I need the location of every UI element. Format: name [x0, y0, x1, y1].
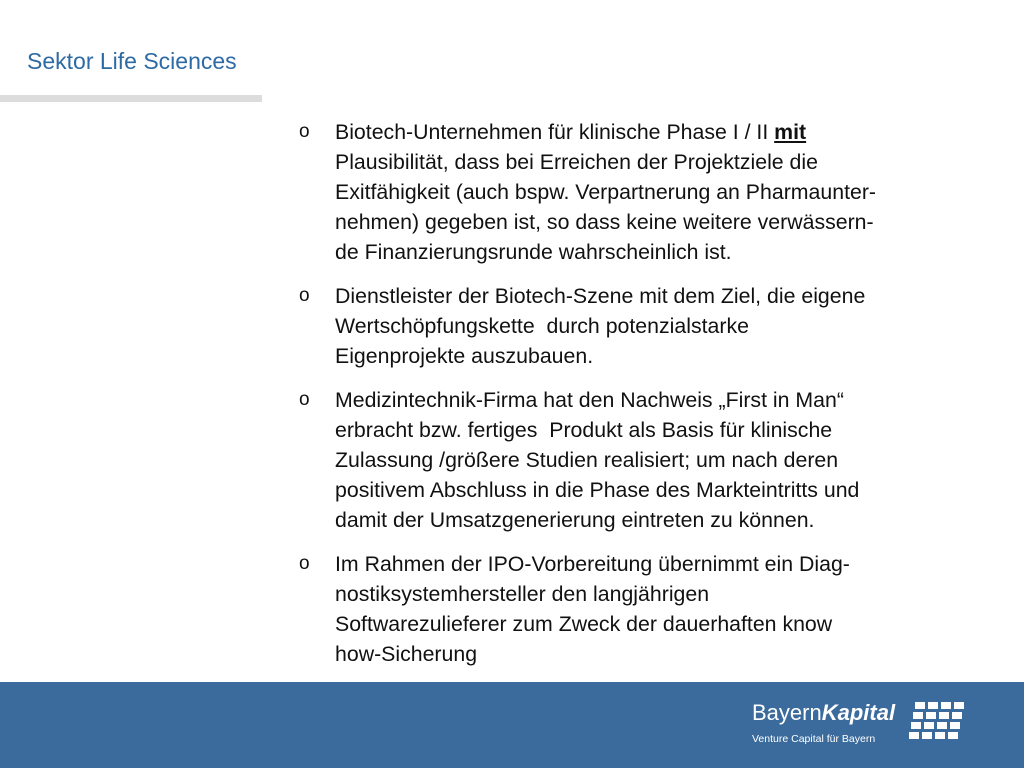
bullet-line-text: Biotech-Unternehmen für klinische Phase I / II — [335, 120, 775, 144]
bullet-line: Wertschöpfungskette durch potenzialstarke — [335, 314, 749, 338]
bullet-marker-icon: o — [299, 389, 310, 410]
bullet-line: nostiksystemhersteller den langjährigen — [335, 582, 710, 606]
bullet-line: Softwarezulieferer zum Zweck der dauerhaften know — [335, 612, 833, 636]
bullet-line: Medizintechnik-Firma hat den Nachweis „First in Man“ — [335, 388, 844, 412]
bullet-line: Eigenprojekte auszubauen. — [335, 344, 594, 368]
bullet-emphasis: mit — [774, 120, 807, 144]
bullet-line: nehmen) gegeben ist, so dass keine weitere verwässern- — [335, 210, 874, 234]
bullet-line: Im Rahmen der IPO-Vorbereitung übernimmt ein Diag- — [335, 552, 850, 576]
bullet-line: erbracht bzw. fertiges Produkt als Basis für klinische — [335, 418, 833, 442]
bullet-line: Dienstleister der Biotech-Szene mit dem Ziel, die eigene — [335, 284, 866, 308]
logo-tagline: Venture Capital für Bayern — [752, 733, 876, 745]
bayern-kapital-logo — [752, 700, 982, 756]
bullet-marker-icon: o — [299, 121, 310, 142]
bullet-line: Exitfähigkeit (auch bspw. Verpartnerung an Pharmaunter- — [335, 180, 877, 204]
footer-bar — [0, 682, 1024, 768]
bullet-line: damit der Umsatzgenerierung eintreten zu können. — [335, 508, 815, 532]
bullet-item — [294, 117, 994, 267]
grid-logo-icon — [907, 702, 973, 746]
logo-word-italic: Kapital — [821, 700, 896, 725]
bullet-marker-icon: o — [299, 285, 310, 306]
bullet-line: Plausibilität, dass bei Erreichen der Projektziele die — [335, 150, 818, 174]
bullet-marker-icon: o — [299, 553, 310, 574]
bullet-line — [335, 117, 994, 147]
bullet-item — [294, 281, 994, 371]
logo-wordmark — [752, 700, 895, 726]
section-title: Sektor Life Sciences — [27, 48, 237, 74]
bullet-item — [294, 385, 994, 535]
bullet-list — [294, 117, 994, 683]
bullet-item — [294, 549, 994, 669]
bullet-line: positivem Abschluss in die Phase des Markteintritts und — [335, 478, 860, 502]
bullet-line: how-Sicherung — [335, 642, 478, 666]
title-divider — [0, 95, 262, 102]
logo-word-regular: Bayern — [752, 700, 822, 725]
bullet-line: de Finanzierungsrunde wahrscheinlich ist. — [335, 240, 732, 264]
bullet-line: Zulassung /größere Studien realisiert; um nach deren — [335, 448, 839, 472]
